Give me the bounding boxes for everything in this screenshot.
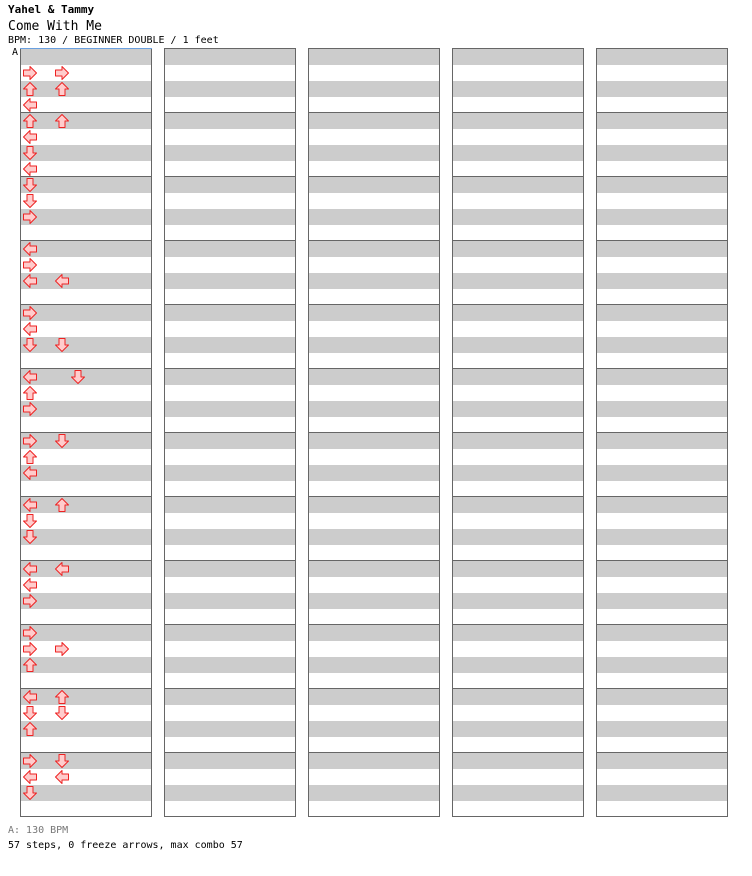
beat-stripe bbox=[21, 401, 151, 417]
beat-stripe bbox=[165, 721, 295, 737]
beat-stripe bbox=[597, 785, 727, 801]
measure-line bbox=[21, 368, 151, 369]
beat-stripe bbox=[309, 689, 439, 705]
beat-stripe bbox=[597, 209, 727, 225]
measure-line bbox=[453, 624, 583, 625]
beat-stripe bbox=[453, 113, 583, 129]
beat-stripe bbox=[165, 785, 295, 801]
beat-stripe bbox=[597, 721, 727, 737]
beat-stripe bbox=[453, 305, 583, 321]
beat-stripe bbox=[597, 369, 727, 385]
measure-line bbox=[309, 688, 439, 689]
beat-stripe bbox=[453, 561, 583, 577]
down-arrow-icon bbox=[22, 513, 38, 529]
right-arrow-icon bbox=[22, 433, 38, 449]
beat-stripe bbox=[165, 273, 295, 289]
song-title: Come With Me bbox=[8, 19, 102, 34]
beat-stripe bbox=[309, 625, 439, 641]
beat-stripe bbox=[21, 753, 151, 769]
beat-stripe bbox=[21, 337, 151, 353]
beat-stripe bbox=[21, 113, 151, 129]
beat-stripe bbox=[309, 81, 439, 97]
up-arrow-icon bbox=[54, 113, 70, 129]
beat-stripe bbox=[453, 721, 583, 737]
measure-line bbox=[309, 624, 439, 625]
beat-stripe bbox=[21, 689, 151, 705]
bpm-change-line bbox=[20, 48, 152, 49]
beat-stripe bbox=[597, 465, 727, 481]
beat-stripe bbox=[21, 465, 151, 481]
beat-stripe bbox=[21, 657, 151, 673]
right-arrow-icon bbox=[22, 641, 38, 657]
beat-stripe bbox=[309, 401, 439, 417]
beat-stripe bbox=[597, 433, 727, 449]
beat-stripe bbox=[453, 145, 583, 161]
left-arrow-icon bbox=[22, 97, 38, 113]
beat-stripe bbox=[453, 529, 583, 545]
right-arrow-icon bbox=[22, 753, 38, 769]
beat-stripe bbox=[309, 529, 439, 545]
measure-line bbox=[165, 176, 295, 177]
measure-line bbox=[453, 368, 583, 369]
down-arrow-icon bbox=[22, 145, 38, 161]
beat-stripe bbox=[21, 273, 151, 289]
measure-line bbox=[597, 432, 727, 433]
beat-stripe bbox=[453, 273, 583, 289]
beat-stripe bbox=[597, 497, 727, 513]
chart-column bbox=[596, 48, 728, 817]
beat-stripe bbox=[21, 593, 151, 609]
beat-stripe bbox=[165, 369, 295, 385]
measure-line bbox=[597, 688, 727, 689]
measure-line bbox=[453, 752, 583, 753]
measure-line bbox=[309, 112, 439, 113]
beat-stripe bbox=[597, 49, 727, 65]
measure-line bbox=[597, 176, 727, 177]
beat-stripe bbox=[165, 337, 295, 353]
measure-line bbox=[21, 752, 151, 753]
down-arrow-icon bbox=[22, 337, 38, 353]
measure-line bbox=[597, 240, 727, 241]
measure-line bbox=[453, 240, 583, 241]
beat-stripe bbox=[309, 49, 439, 65]
measure-line bbox=[597, 752, 727, 753]
beat-stripe bbox=[165, 177, 295, 193]
beat-stripe bbox=[309, 369, 439, 385]
right-arrow-icon bbox=[22, 65, 38, 81]
measure-line bbox=[597, 368, 727, 369]
beat-stripe bbox=[165, 241, 295, 257]
left-arrow-icon bbox=[22, 577, 38, 593]
up-arrow-icon bbox=[54, 689, 70, 705]
beat-stripe bbox=[309, 145, 439, 161]
down-arrow-icon bbox=[22, 529, 38, 545]
down-arrow-icon bbox=[70, 369, 86, 385]
beat-stripe bbox=[453, 465, 583, 481]
beat-stripe bbox=[597, 305, 727, 321]
beat-stripe bbox=[21, 81, 151, 97]
measure-line bbox=[453, 304, 583, 305]
beat-stripe bbox=[597, 273, 727, 289]
right-arrow-icon bbox=[22, 593, 38, 609]
measure-line bbox=[21, 624, 151, 625]
beat-stripe bbox=[165, 465, 295, 481]
measure-line bbox=[309, 432, 439, 433]
measure-line bbox=[597, 496, 727, 497]
beat-stripe bbox=[453, 337, 583, 353]
beat-stripe bbox=[309, 177, 439, 193]
up-arrow-icon bbox=[22, 385, 38, 401]
beat-stripe bbox=[309, 113, 439, 129]
left-arrow-icon bbox=[22, 497, 38, 513]
chart-column bbox=[452, 48, 584, 817]
measure-line bbox=[165, 624, 295, 625]
beat-stripe bbox=[309, 497, 439, 513]
left-arrow-icon bbox=[22, 561, 38, 577]
right-arrow-icon bbox=[22, 257, 38, 273]
beat-stripe bbox=[309, 785, 439, 801]
measure-line bbox=[165, 752, 295, 753]
beat-stripe bbox=[165, 625, 295, 641]
measure-line bbox=[453, 112, 583, 113]
down-arrow-icon bbox=[54, 337, 70, 353]
chart-column bbox=[308, 48, 440, 817]
measure-line bbox=[309, 240, 439, 241]
down-arrow-icon bbox=[22, 193, 38, 209]
beat-stripe bbox=[309, 561, 439, 577]
measure-line bbox=[165, 368, 295, 369]
beat-stripe bbox=[453, 625, 583, 641]
beat-stripe bbox=[21, 305, 151, 321]
beat-stripe bbox=[309, 753, 439, 769]
up-arrow-icon bbox=[54, 81, 70, 97]
beat-stripe bbox=[453, 49, 583, 65]
beat-stripe bbox=[453, 81, 583, 97]
measure-line bbox=[453, 496, 583, 497]
up-arrow-icon bbox=[22, 657, 38, 673]
beat-stripe bbox=[21, 241, 151, 257]
left-arrow-icon bbox=[22, 769, 38, 785]
beat-stripe bbox=[309, 465, 439, 481]
beat-stripe bbox=[165, 561, 295, 577]
left-arrow-icon bbox=[54, 273, 70, 289]
measure-line bbox=[453, 176, 583, 177]
beat-stripe bbox=[453, 433, 583, 449]
beat-stripe bbox=[309, 337, 439, 353]
beat-stripe bbox=[597, 145, 727, 161]
beat-stripe bbox=[597, 689, 727, 705]
beat-stripe bbox=[453, 689, 583, 705]
beat-stripe bbox=[21, 529, 151, 545]
beat-stripe bbox=[597, 753, 727, 769]
beat-stripe bbox=[165, 689, 295, 705]
beat-stripe bbox=[165, 113, 295, 129]
beat-stripe bbox=[21, 625, 151, 641]
beat-stripe bbox=[165, 209, 295, 225]
beat-stripe bbox=[597, 177, 727, 193]
measure-line bbox=[309, 560, 439, 561]
beat-stripe bbox=[597, 241, 727, 257]
measure-line bbox=[453, 688, 583, 689]
measure-line bbox=[165, 112, 295, 113]
beat-stripe bbox=[453, 369, 583, 385]
beat-stripe bbox=[21, 721, 151, 737]
measure-line bbox=[309, 304, 439, 305]
measure-line bbox=[309, 496, 439, 497]
measure-line bbox=[165, 496, 295, 497]
beat-stripe bbox=[21, 145, 151, 161]
beat-stripe bbox=[165, 753, 295, 769]
beat-stripe bbox=[309, 433, 439, 449]
beat-stripe bbox=[165, 433, 295, 449]
measure-line bbox=[21, 688, 151, 689]
beat-stripe bbox=[453, 209, 583, 225]
chart-column bbox=[164, 48, 296, 817]
measure-line bbox=[597, 304, 727, 305]
right-arrow-icon bbox=[22, 401, 38, 417]
beat-stripe bbox=[165, 145, 295, 161]
down-arrow-icon bbox=[22, 785, 38, 801]
beat-stripe bbox=[165, 497, 295, 513]
beat-stripe bbox=[165, 305, 295, 321]
beat-stripe bbox=[453, 401, 583, 417]
left-arrow-icon bbox=[54, 769, 70, 785]
measure-line bbox=[309, 368, 439, 369]
beat-stripe bbox=[309, 241, 439, 257]
left-arrow-icon bbox=[22, 465, 38, 481]
right-arrow-icon bbox=[54, 641, 70, 657]
down-arrow-icon bbox=[54, 433, 70, 449]
up-arrow-icon bbox=[22, 113, 38, 129]
beat-stripe bbox=[597, 81, 727, 97]
left-arrow-icon bbox=[22, 273, 38, 289]
measure-line bbox=[165, 432, 295, 433]
measure-line bbox=[165, 304, 295, 305]
measure-line bbox=[165, 240, 295, 241]
measure-line bbox=[597, 112, 727, 113]
beat-stripe bbox=[309, 305, 439, 321]
beat-stripe bbox=[21, 561, 151, 577]
beat-stripe bbox=[309, 273, 439, 289]
beat-stripe bbox=[165, 529, 295, 545]
measure-line bbox=[21, 240, 151, 241]
beat-stripe bbox=[597, 625, 727, 641]
beat-stripe bbox=[309, 721, 439, 737]
beat-stripe bbox=[597, 657, 727, 673]
right-arrow-icon bbox=[22, 305, 38, 321]
beat-stripe bbox=[165, 401, 295, 417]
measure-line bbox=[165, 688, 295, 689]
beat-stripe bbox=[21, 177, 151, 193]
beat-stripe bbox=[597, 561, 727, 577]
beat-stripe bbox=[453, 785, 583, 801]
measure-line bbox=[21, 432, 151, 433]
left-arrow-icon bbox=[22, 161, 38, 177]
bpm-marker: A bbox=[12, 47, 19, 58]
measure-line bbox=[21, 176, 151, 177]
beat-stripe bbox=[453, 177, 583, 193]
down-arrow-icon bbox=[22, 705, 38, 721]
beat-stripe bbox=[453, 497, 583, 513]
beat-stripe bbox=[453, 753, 583, 769]
down-arrow-icon bbox=[22, 177, 38, 193]
up-arrow-icon bbox=[22, 721, 38, 737]
beat-stripe bbox=[597, 593, 727, 609]
measure-line bbox=[453, 432, 583, 433]
beat-stripe bbox=[21, 209, 151, 225]
measure-line bbox=[21, 304, 151, 305]
beat-stripe bbox=[21, 433, 151, 449]
up-arrow-icon bbox=[22, 81, 38, 97]
song-artist: Yahel & Tammy bbox=[8, 3, 95, 16]
beat-stripe bbox=[21, 785, 151, 801]
beat-stripe bbox=[597, 113, 727, 129]
measure-line bbox=[21, 496, 151, 497]
right-arrow-icon bbox=[54, 65, 70, 81]
beat-stripe bbox=[21, 49, 151, 65]
measure-line bbox=[21, 560, 151, 561]
beat-stripe bbox=[453, 241, 583, 257]
beat-stripe bbox=[453, 657, 583, 673]
measure-line bbox=[21, 112, 151, 113]
right-arrow-icon bbox=[22, 209, 38, 225]
beat-stripe bbox=[165, 81, 295, 97]
measure-line bbox=[309, 752, 439, 753]
beat-stripe bbox=[309, 593, 439, 609]
beat-stripe bbox=[309, 657, 439, 673]
up-arrow-icon bbox=[22, 449, 38, 465]
beat-stripe bbox=[165, 593, 295, 609]
chart-column bbox=[20, 48, 152, 817]
left-arrow-icon bbox=[54, 561, 70, 577]
beat-stripe bbox=[165, 657, 295, 673]
beat-stripe bbox=[597, 529, 727, 545]
left-arrow-icon bbox=[22, 321, 38, 337]
left-arrow-icon bbox=[22, 689, 38, 705]
beat-stripe bbox=[453, 593, 583, 609]
measure-line bbox=[597, 624, 727, 625]
beat-stripe bbox=[309, 209, 439, 225]
down-arrow-icon bbox=[54, 705, 70, 721]
left-arrow-icon bbox=[22, 241, 38, 257]
down-arrow-icon bbox=[54, 753, 70, 769]
beat-stripe bbox=[165, 49, 295, 65]
beat-stripe bbox=[21, 497, 151, 513]
up-arrow-icon bbox=[54, 497, 70, 513]
beat-stripe bbox=[21, 369, 151, 385]
beat-stripe bbox=[597, 337, 727, 353]
left-arrow-icon bbox=[22, 129, 38, 145]
measure-line bbox=[165, 560, 295, 561]
measure-line bbox=[453, 560, 583, 561]
measure-line bbox=[309, 176, 439, 177]
bpm-legend: A: 130 BPM bbox=[8, 825, 69, 836]
beat-stripe bbox=[597, 401, 727, 417]
measure-line bbox=[597, 560, 727, 561]
right-arrow-icon bbox=[22, 625, 38, 641]
step-stats: 57 steps, 0 freeze arrows, max combo 57 bbox=[8, 840, 243, 851]
chart-info: BPM: 130 / BEGINNER DOUBLE / 1 feet bbox=[8, 35, 219, 46]
left-arrow-icon bbox=[22, 369, 38, 385]
